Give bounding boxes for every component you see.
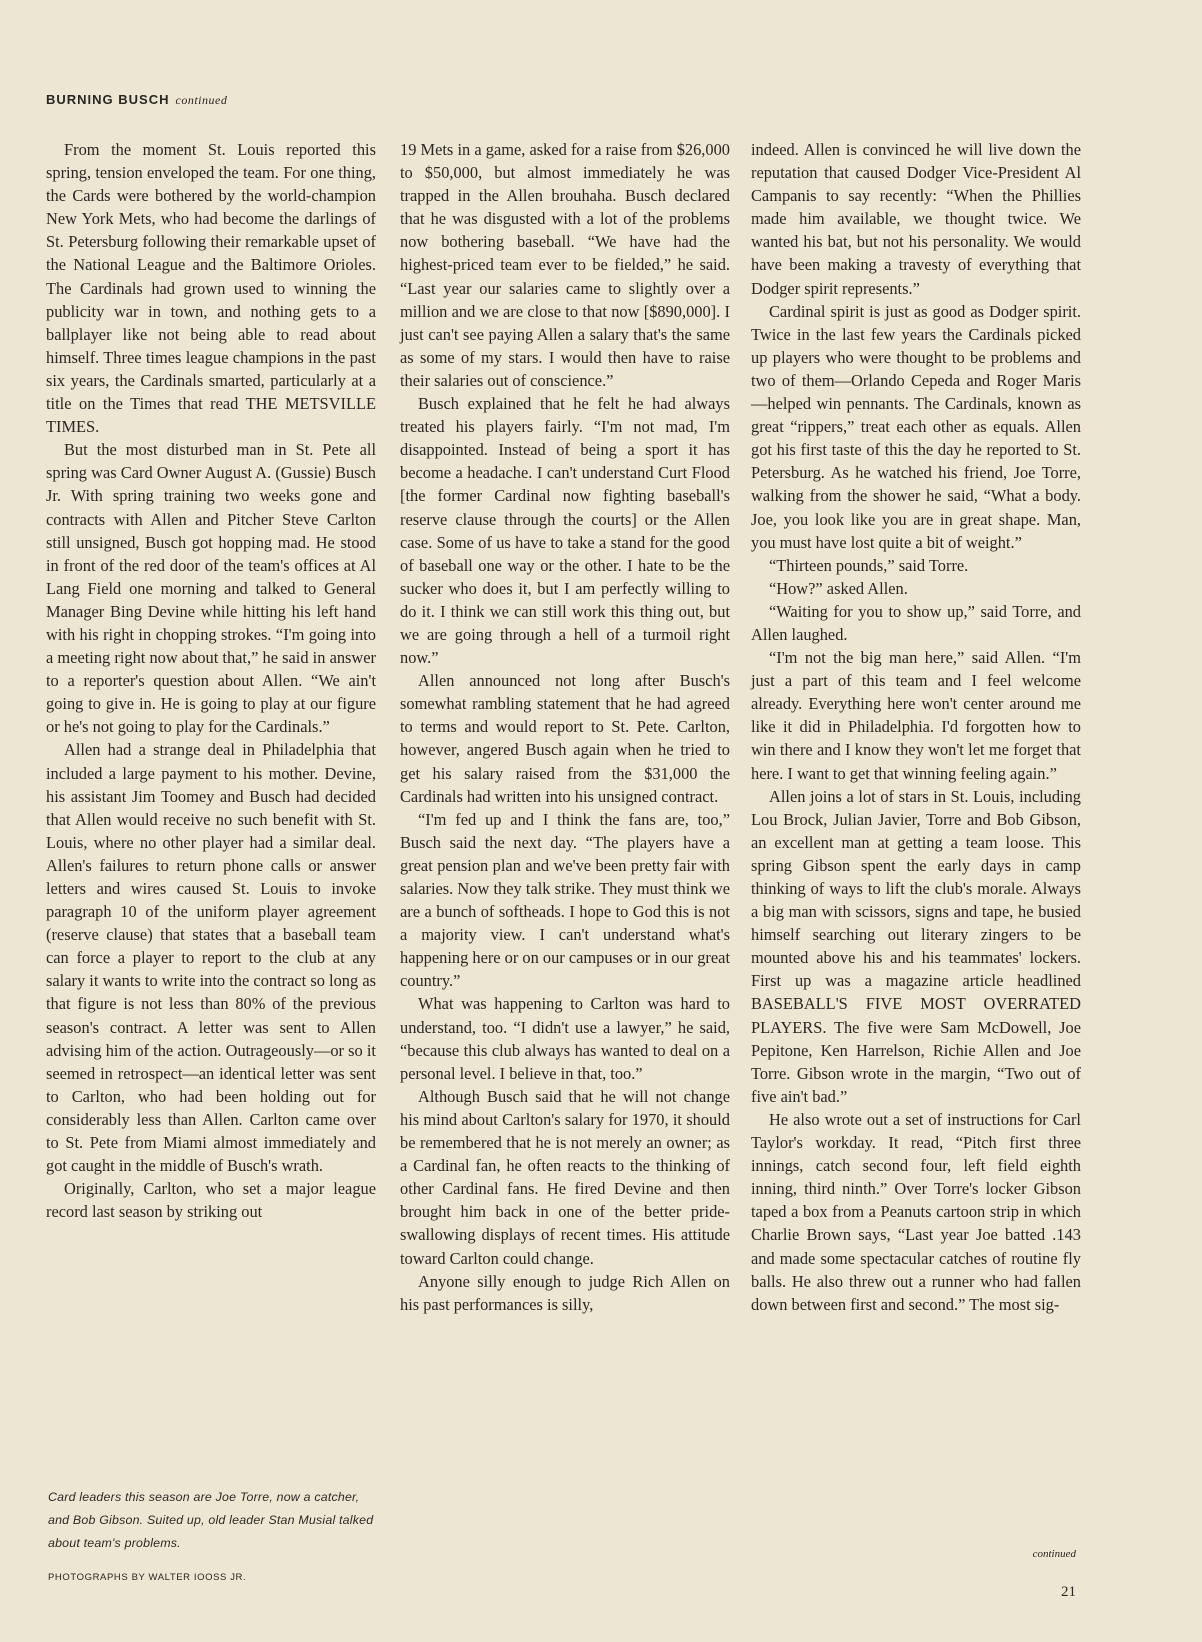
text-column-1 bbox=[46, 138, 376, 1223]
paragraph: Allen joins a lot of stars in St. Louis, including Lou Brock, Julian Javier, Torre and Bob Gibson, an excellent man at getting a team loose. This spring Gibson spent the early days in camp thinking of ways to lift the club's morale. Always a big man with scissors, signs and tape, he busied himself searching out literary zingers to be mounted above his and his teammates' lockers. First up was a magazine article headlined BASEBALL'S FIVE MOST OVERRATED PLAYERS. The five were Sam McDowell, Joe Pepitone, Ken Harrelson, Richie Allen and Joe Torre. Gibson wrote in the margin, “Two out of five ain't bad.” bbox=[751, 786, 1081, 1106]
paragraph: He also wrote out a set of instructions for Carl Taylor's workday. It read, “Pitch first three innings, catch second four, left field eighth inning, third ninth.” Over Torre's locker Gibson taped a box from a Peanuts cartoon strip in which Charlie Brown says, “Last year Joe batted .143 and made some spectacular catches of routine fly balls. He also threw out a runner who had fallen down between first and second.” The most sig- bbox=[751, 1109, 1081, 1314]
paragraph: “How?” asked Allen. bbox=[769, 578, 908, 598]
paragraph: Busch explained that he felt he had always treated his players fairly. “I'm not mad, I'm disappointed. Instead of being a sport it has become a headache. I can't understand Curt Flood [the former Cardinal now fighting baseball's reserve clause through the courts] or the Allen case. Some of us have to take a stand for the good of baseball one way or the other. I hate to be the sucker who does it, but I am perfectly willing to do it. I think we can still work this thing out, but we are going through a hell of a turmoil right now.” bbox=[400, 394, 730, 668]
paragraph: “Waiting for you to show up,” said Torre, and Allen laughed. bbox=[751, 601, 1081, 644]
paragraph: Allen had a strange deal in Philadelphia that included a large payment to his mother. Devine, his assistant Jim Toomey and Busch had decided that Allen would receive no such benefit with St. Louis, where no other player had a similar deal. Allen's failures to return phone calls or answer letters and wires caused St. Louis to invoke paragraph 10 of the uniform player agreement (reserve clause) that states that a baseball team can force a player to report to the club at any salary it wants to write into the contract so long as that figure is not less than 80% of the previous season's contract. A letter was sent to Allen advising him of the action. Outrageously—or so it seemed in retrospect—an identical letter was sent to Carlton, who had been holding out for considerably less than Allen. Carlton came over to St. Pete from Miami almost immediately and got caught in the middle of Busch's wrath. bbox=[46, 740, 376, 1176]
paragraph: But the most disturbed man in St. Pete all spring was Card Owner August A. (Gussie) Busch Jr. With spring training two weeks gone and contracts with Allen and Pitcher Steve Carlton still unsigned, Busch got hopping mad. He stood in front of the red door of the team's offices at Al Lang Field one morning and talked to General Manager Bing Devine while hitting his left hand with his right in chopping strokes. “I'm going into a meeting right now about that,” he said in answer to a reporter's question about Allen. “We ain't going to give in. He is going to play at our figure or he's not going to play for the Cardinals.” bbox=[46, 440, 376, 737]
paragraph: What was happening to Carlton was hard to understand, too. “I didn't use a lawyer,” he said, “because this club always has wanted to deal on a personal level. I believe in that, too.” bbox=[400, 994, 730, 1083]
photo-caption: Card leaders this season are Joe Torre, now a catcher, and Bob Gibson. Suited up, old leader Stan Musial talked about team's problems. bbox=[48, 1490, 374, 1550]
paragraph: 19 Mets in a game, asked for a raise from $26,000 to $50,000, but almost immediately he was trapped in the Allen brouhaha. Busch declared that he was disgusted with a lot of the problems now bothering baseball. “We have had the highest-priced team ever to be fielded,” he said. “Last year our salaries came to slightly over a million and we are close to that now [$890,000]. I just can't see paying Allen a salary that's the same as some of my stars. I would then have to raise their salaries out of conscience.” bbox=[400, 140, 730, 390]
page-number: 21 bbox=[1061, 1584, 1076, 1600]
paragraph: From the moment St. Louis reported this spring, tension enveloped the team. For one thing, the Cards were bothered by the world-champion New York Mets, who had become the darlings of St. Petersburg following their remarkable upset of the National League and the Baltimore Orioles. The Cardinals had grown used to winning the publicity war in town, and nothing gets to a ballplayer like not being able to read about himself. Three times league champions in the past six years, the Cardinals smarted, particularly at a title on the Times that read THE METSVILLE TIMES. bbox=[46, 140, 376, 437]
paragraph: Cardinal spirit is just as good as Dodger spirit. Twice in the last few years the Cardinals picked up players who were thought to be problems and two of them—Orlando Cepeda and Roger Maris—helped win pennants. The Cardinals, known as great “rippers,” treat each other as equals. Allen got his first taste of this the day he reported to St. Petersburg. As he watched his friend, Joe Torre, walking from the shower he said, “What a body. Joe, you look like you are in great shape. Man, you must have lost quite a bit of weight.” bbox=[751, 301, 1081, 552]
paragraph: Anyone silly enough to judge Rich Allen on his past performances is silly, bbox=[400, 1271, 730, 1314]
running-header bbox=[46, 92, 227, 108]
text-column-2 bbox=[400, 138, 730, 1316]
paragraph: Although Busch said that he will not change his mind about Carlton's salary for 1970, it should be remembered that he is not merely an owner; as a Cardinal fan, he often reacts to the thinking of other Cardinal fans. He fired Devine and then brought him back in one of the better pride-swallowing displays of recent times. His attitude toward Carlton could change. bbox=[400, 1086, 730, 1268]
paragraph: “Thirteen pounds,” said Torre. bbox=[769, 555, 969, 575]
paragraph: “I'm not the big man here,” said Allen. “I'm just a part of this team and I feel welcome already. Everything here won't center around me like it did in Philadelphia. I'd forgotten how to win there and I know they won't let me forget that here. I want to get that winning feeling again.” bbox=[751, 648, 1081, 783]
paragraph: indeed. Allen is convinced he will live down the reputation that caused Dodger Vice-President Al Campanis to say recently: “When the Phillies made him available, we thought twice. We wanted his bat, but not his personality. We would have been making a travesty of everything that Dodger spirit represents.” bbox=[751, 140, 1081, 298]
photo-credit: PHOTOGRAPHS BY WALTER IOOSS JR. bbox=[48, 1572, 247, 1583]
paragraph: “I'm fed up and I think the fans are, too,” Busch said the next day. “The players have a great pension plan and we've been pretty fair with salaries. Now they talk strike. They must think we are a bunch of softheads. I hope to God this is not a majority view. I can't understand what's happening here or on our campuses or in our great country.” bbox=[400, 809, 730, 991]
text-column-3 bbox=[751, 138, 1081, 1316]
story-slug: BURNING BUSCH bbox=[46, 92, 170, 107]
header-continued: continued bbox=[175, 93, 228, 107]
continued-footer: continued bbox=[1032, 1548, 1076, 1560]
paragraph: Originally, Carlton, who set a major league record last season by striking out bbox=[46, 1179, 376, 1222]
paragraph: Allen announced not long after Busch's somewhat rambling statement that he had agreed to terms and would report to St. Pete. Carlton, however, angered Busch again when he tried to get his salary raised from the $31,000 the Cardinals had written into his unsigned contract. bbox=[400, 671, 730, 806]
